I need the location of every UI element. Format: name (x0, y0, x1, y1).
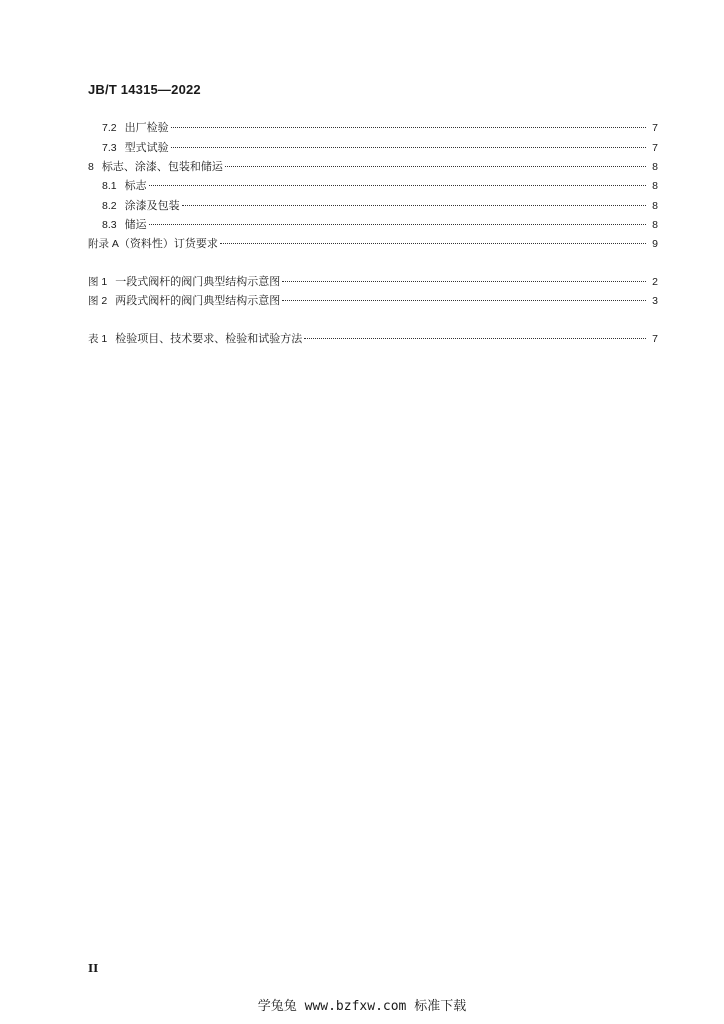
toc-entry-appendix-a[interactable] (88, 237, 658, 251)
toc-figure-page: 2 (652, 276, 658, 288)
toc-figure-1[interactable] (88, 275, 658, 289)
toc-entry-page: 9 (652, 238, 658, 250)
toc-entry-page: 7 (652, 142, 658, 154)
toc-figures (88, 275, 658, 315)
toc-entry-number: 8.2 (102, 200, 117, 212)
toc-figure-page: 3 (652, 295, 658, 307)
page-numeral: II (88, 962, 99, 975)
toc-table-page: 7 (652, 333, 658, 345)
toc-entry-title: 储运 (124, 218, 147, 231)
toc-entry-number: 8 (88, 161, 94, 173)
toc-figure-title: 一段式阀杆的阀门典型结构示意图 (115, 275, 281, 288)
toc-entry-title: 型式试验 (124, 141, 169, 154)
toc-entry-page: 8 (652, 161, 658, 173)
toc-entry-number: 8.1 (102, 180, 117, 192)
toc-table-1[interactable] (88, 332, 658, 346)
toc-figure-2[interactable] (88, 294, 658, 308)
toc-leader-dots (282, 281, 646, 282)
toc-entry-title: 标志、涂漆、包装和储运 (101, 160, 223, 173)
toc-entry-page: 7 (652, 122, 658, 134)
toc-entry-page: 8 (652, 219, 658, 231)
toc-entry-page: 8 (652, 200, 658, 212)
toc-entry-7-2[interactable] (102, 121, 658, 135)
toc-entry-8-3[interactable] (102, 218, 658, 232)
toc-entry-number: 7.3 (102, 142, 117, 154)
toc-table-title: 检验项目、技术要求、检验和试验方法 (115, 332, 303, 345)
toc-sections (88, 121, 658, 251)
toc-entry-title: 涂漆及包装 (124, 199, 180, 212)
toc-entry-8-2[interactable] (102, 199, 658, 213)
toc-entry-title: 出厂检验 (124, 121, 169, 134)
toc-entry-number: 8.3 (102, 219, 117, 231)
toc-entry-number: 附录 A (88, 238, 119, 250)
toc-leader-dots (220, 243, 646, 244)
toc-entry-number: 7.2 (102, 122, 117, 134)
toc-leader-dots (171, 127, 646, 128)
toc-entry-7-3[interactable] (102, 141, 658, 155)
toc-entry-8-1[interactable] (102, 179, 658, 193)
toc-entry-8[interactable] (88, 160, 658, 174)
toc-entry-page: 8 (652, 180, 658, 192)
toc-leader-dots (171, 147, 646, 148)
toc-leader-dots (149, 185, 646, 186)
toc-leader-dots (282, 300, 646, 301)
toc-leader-dots (304, 338, 646, 339)
toc-entry-title: 标志 (124, 179, 147, 192)
toc-leader-dots (182, 205, 646, 206)
toc-figure-title: 两段式阀杆的阀门典型结构示意图 (115, 294, 281, 307)
toc-figure-number: 图 2 (88, 295, 108, 307)
toc-table-number: 表 1 (88, 333, 108, 345)
toc-figure-number: 图 1 (88, 276, 108, 288)
footer-watermark: 学兔兔 www.bzfxw.com 标准下载 (257, 999, 467, 1014)
document-code: JB/T 14315—2022 (88, 82, 201, 97)
toc-tables (88, 332, 658, 350)
toc-leader-dots (149, 224, 646, 225)
toc-entry-title: （资料性）订货要求 (118, 237, 218, 250)
toc-leader-dots (225, 166, 646, 167)
